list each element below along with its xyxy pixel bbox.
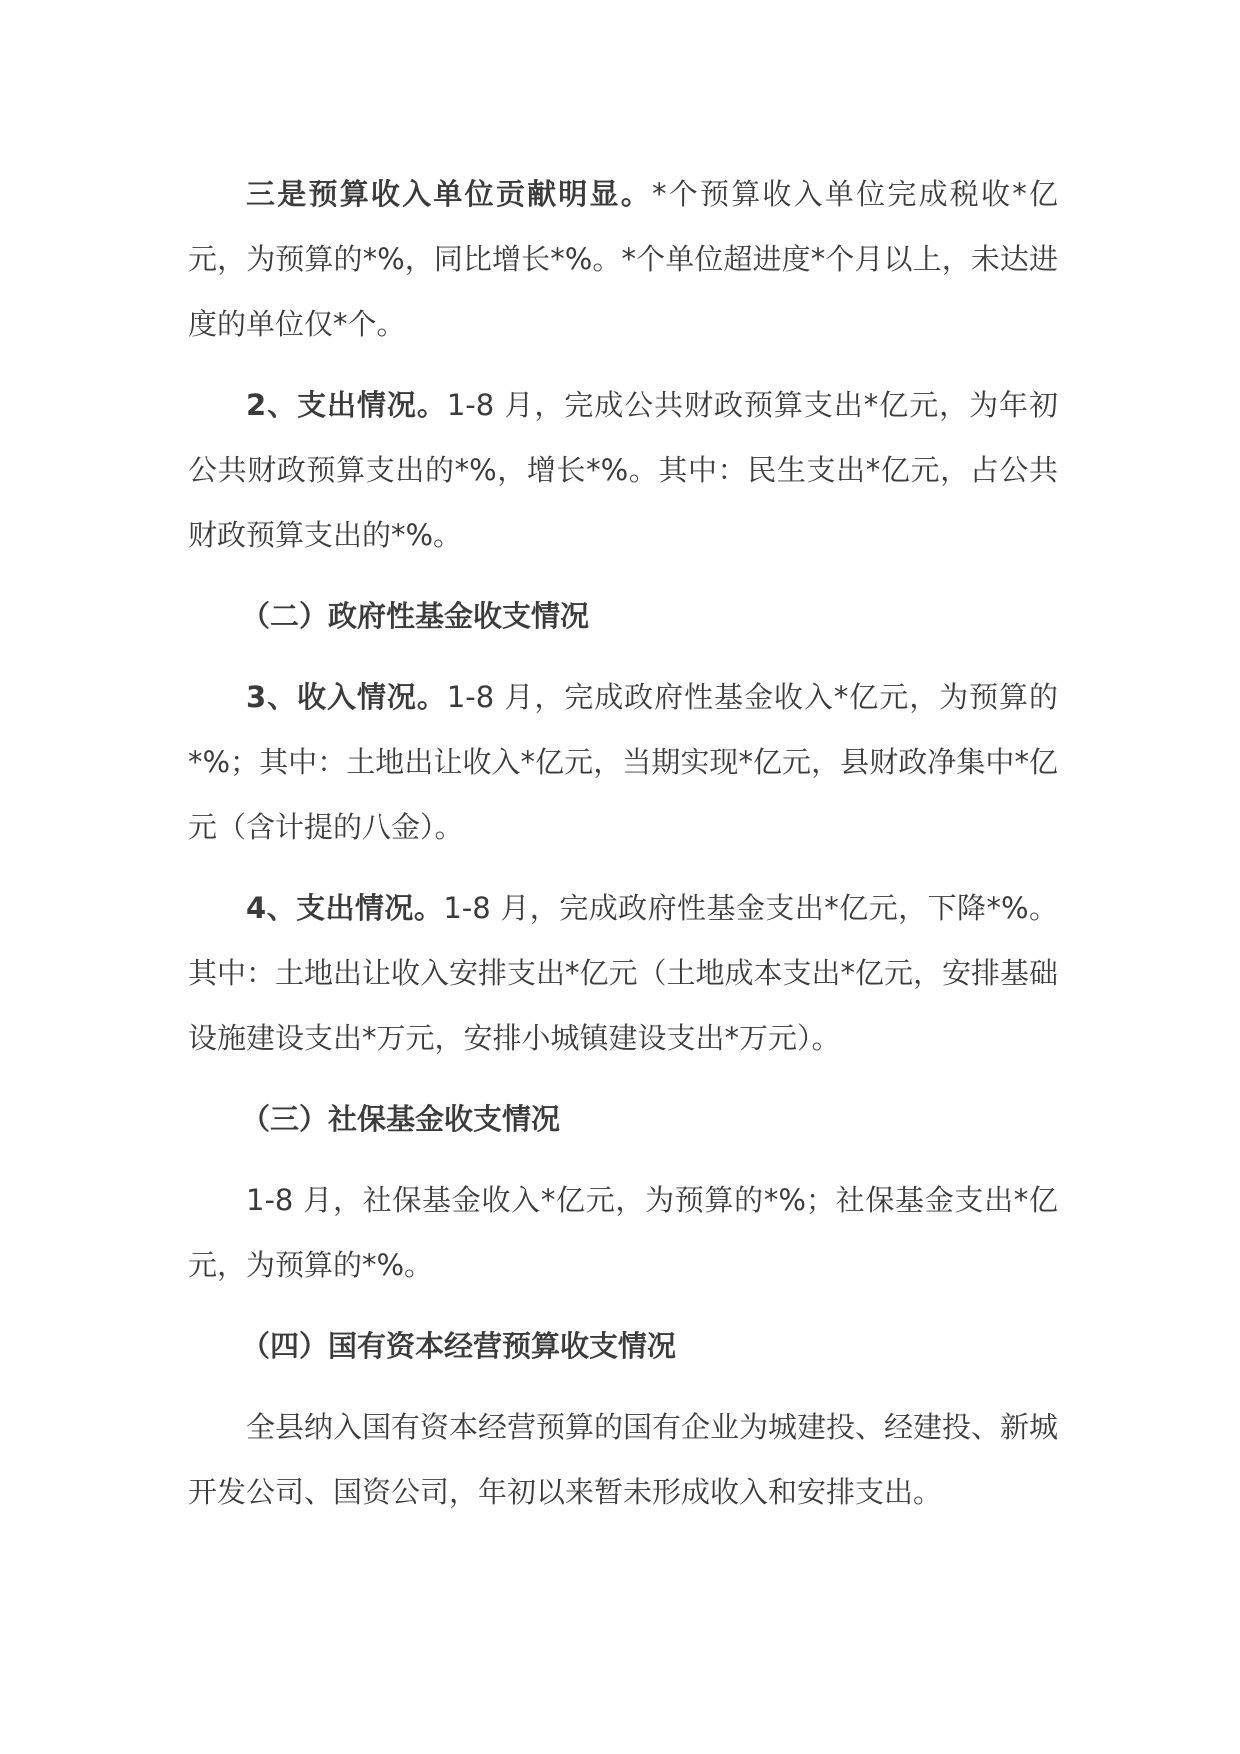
paragraph-expenditure	[188, 373, 1058, 568]
paragraph-social-security	[188, 1168, 1058, 1298]
paragraph-lead: 4、支出情况。	[246, 891, 444, 925]
paragraph-lead: 三是预算收入单位贡献明显。	[246, 177, 652, 211]
paragraph-body: 1-8 月，社保基金收入*亿元，为预算的*%；社保基金支出*亿元，为预算的*%。	[188, 1183, 1058, 1282]
paragraph-body: 全县纳入国有资本经营预算的国有企业为城建投、经建投、新城开发公司、国资公司，年初以来暂未形成收入和安排支出。	[188, 1410, 1059, 1509]
document-page	[188, 162, 1058, 1541]
paragraph-state-capital	[188, 1395, 1058, 1525]
paragraph-body: *个预算收入单位完成税收*亿元，为预算的*%，同比增长*%。*个单位超进度*个月以上，未达进度的单位仅*个。	[188, 177, 1058, 341]
section-heading-state-capital: （四）国有资本经营预算收支情况	[241, 1329, 677, 1363]
paragraph-fund-income	[188, 665, 1058, 860]
section-heading-social-security: （三）社保基金收支情况	[241, 1102, 561, 1136]
paragraph-body: 1-8 月，完成政府性基金支出*亿元，下降*%。其中：土地出让收入安排支出*亿元（土地成本支出*亿元，安排基础设施建设支出*万元，安排小城镇建设支出*万元）。	[188, 891, 1059, 1055]
paragraph-body: 1-8 月，完成政府性基金收入*亿元，为预算的*%；其中：土地出让收入*亿元，当期实现*亿元，县财政净集中*亿元（含计提的八金）。	[188, 680, 1058, 844]
paragraph-lead: 2、支出情况。	[246, 388, 447, 422]
section-heading-government-fund: （二）政府性基金收支情况	[241, 599, 590, 633]
paragraph-lead: 3、收入情况。	[246, 680, 447, 714]
paragraph-body: 1-8 月，完成公共财政预算支出*亿元，为年初公共财政预算支出的*%，增长*%。其中：民生支出*亿元，占公共财政预算支出的*%。	[188, 388, 1058, 552]
paragraph-fund-expenditure	[188, 876, 1058, 1071]
paragraph-budget-unit-contribution	[188, 162, 1058, 357]
